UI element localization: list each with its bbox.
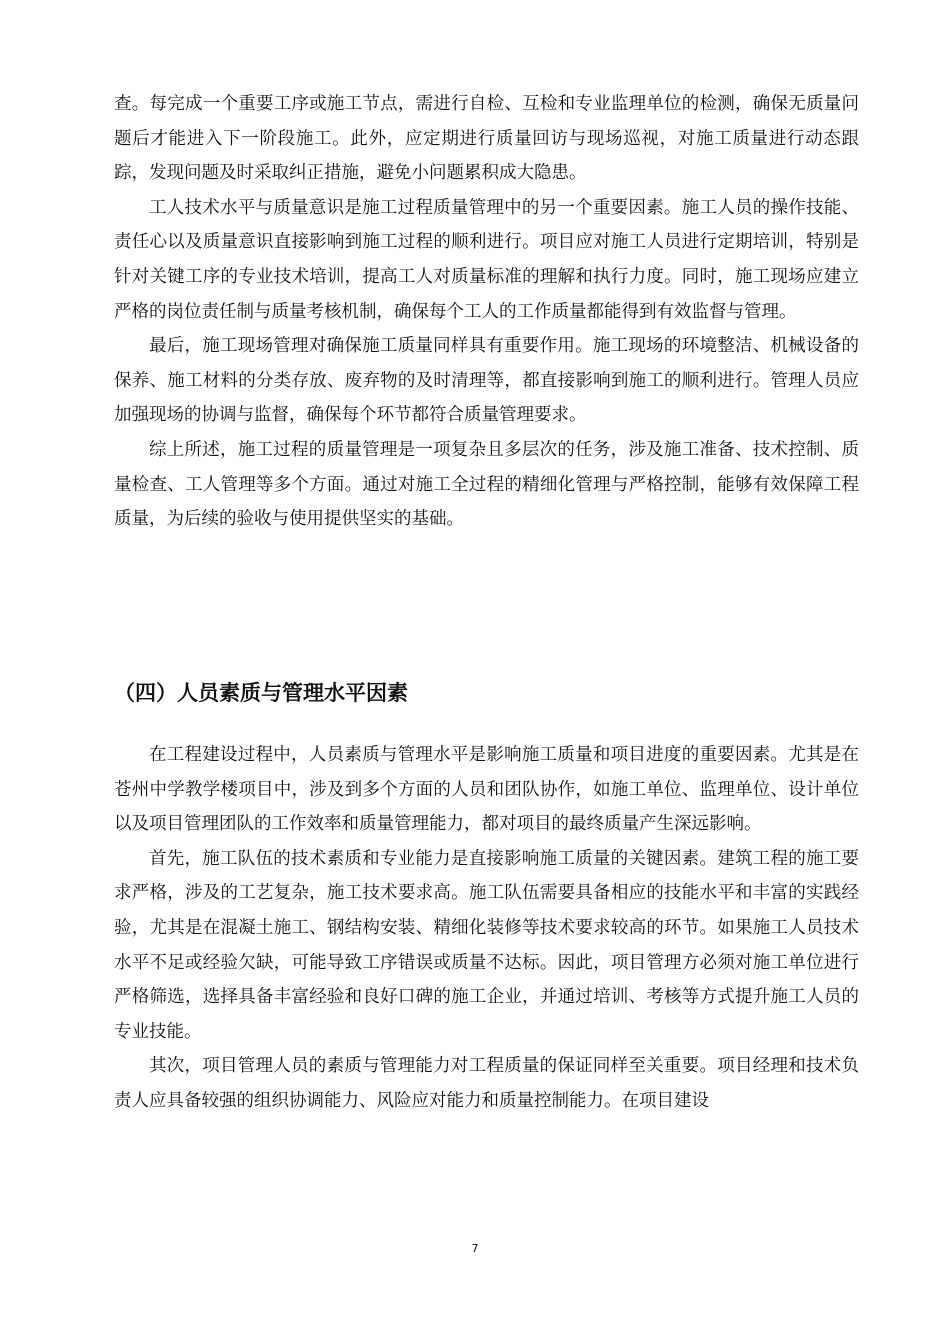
paragraph: 其次，项目管理人员的素质与管理能力对工程质量的保证同样至关重要。项目经理和技术负责人应具备较强的组织协调能力、风险应对能力和质量控制能力。在项目建设 <box>114 1056 859 1111</box>
paragraph: 工人技术水平与质量意识是施工过程质量管理中的另一个重要因素。施工人员的操作技能、责任心以及质量意识直接影响到施工过程的顺利进行。项目应对施工人员进行定期培训，特别是针对关键工序的专业技术培训，提高工人对质量标准的理解和执行力度。同时，施工现场应建立严格的岗位责任制与质量考核机制，确保每个工人的工作质量都能得到有效监督与管理。 <box>114 197 859 322</box>
paragraph: 综上所述，施工过程的质量管理是一项复杂且多层次的任务，涉及施工准备、技术控制、质量检查、工人管理等多个方面。通过对施工全过程的精细化管理与严格控制，能够有效保障工程质量，为后续的验收与使用提供坚实的基础。 <box>114 439 859 530</box>
paragraph: 最后，施工现场管理对确保施工质量同样具有重要作用。施工现场的环境整洁、机械设备的保养、施工材料的分类存放、废弃物的及时清理等，都直接影响到施工的顺利进行。管理人员应加强现场的协调与监督，确保每个环节都符合质量管理要求。 <box>114 336 859 426</box>
page-number: 7 <box>471 1242 479 1255</box>
body-text-block <box>114 87 859 537</box>
section-heading: （四）人员素质与管理水平因素 <box>114 681 408 705</box>
body-text-block <box>114 738 859 1119</box>
paragraph: 首先，施工队伍的技术素质和专业能力是直接影响施工质量的关键因素。建筑工程的施工要求严格，涉及的工艺复杂，施工技术要求高。施工队伍需要具备相应的技能水平和丰富的实践经验，尤其是在混凝土施工、钢结构安装、精细化装修等技术要求较高的环节。如果施工人员技术水平不足或经验欠缺，可能导致工序错误或质量不达标。因此，项目管理方必须对施工单位进行严格筛选，选择具备丰富经验和良好口碑的施工企业，并通过培训、考核等方式提升施工人员的专业技能。 <box>114 848 859 1042</box>
paragraph: 查。每完成一个重要工序或施工节点，需进行自检、互检和专业监理单位的检测，确保无质量问题后才能进入下一阶段施工。此外，应定期进行质量回访与现场巡视，对施工质量进行动态跟踪，发现问题及时采取纠正措施，避免小问题累积成大隐患。 <box>114 94 859 184</box>
paragraph: 在工程建设过程中，人员素质与管理水平是影响施工质量和项目进度的重要因素。尤其是在苍州中学教学楼项目中，涉及到多个方面的人员和团队协作，如施工单位、监理单位、设计单位以及项目管理团队的工作效率和质量管理能力，都对项目的最终质量产生深远影响。 <box>114 745 859 835</box>
